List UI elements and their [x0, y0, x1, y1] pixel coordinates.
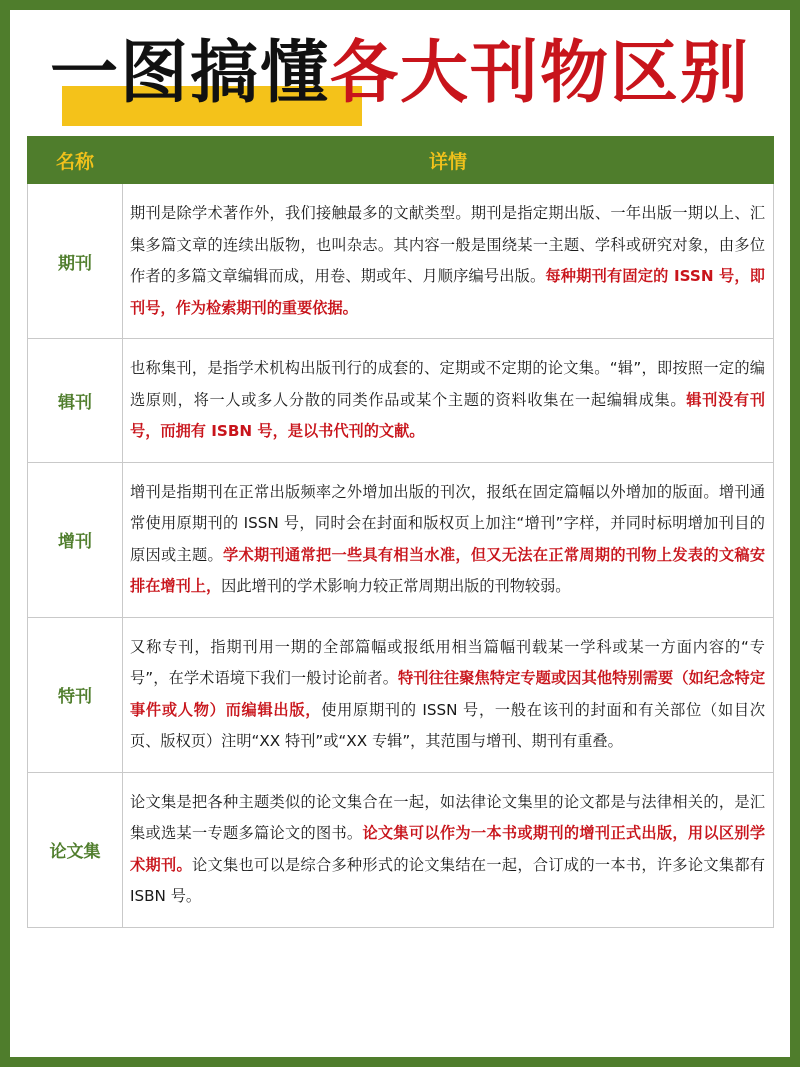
detail-text: 也称集刊，是指学术机构出版刊行的成套的、定期或不定期的论文集。“辑”，即按照一定的编选原则，将一人或多人分散的同类作品或某个主题的资料收集在一起编辑成集。 — [130, 359, 765, 409]
header-detail: 详情 — [123, 137, 774, 184]
detail-text: 论文集是把各种主题类似的论文集合在一起，如法律论文集里的论文都是与法律相关的，是汇集或选某一专题多篇论文的图书。 — [130, 792, 765, 842]
row-name: 期刊 — [28, 184, 123, 339]
detail-text: 增刊是指期刊在正常出版频率之外增加出版的刊次，报纸在固定篇幅以外增加的版面。增刊通常使用原期刊的 ISSN 号，同时会在封面和版权页上加注“增刊”字样，并同时标明增加刊目的原因或主题。 — [130, 482, 765, 564]
table-row — [28, 617, 774, 772]
header-name: 名称 — [28, 137, 123, 184]
row-name: 论文集 — [28, 772, 123, 927]
table-header-row — [28, 137, 774, 184]
row-name: 特刊 — [28, 617, 123, 772]
detail-text: 因此增刊的学术影响力较正常周期出版的刊物较弱。 — [221, 577, 571, 595]
title-part-1: 一图搞懂 — [49, 34, 330, 113]
row-name: 增刊 — [28, 462, 123, 617]
row-detail — [123, 772, 774, 927]
detail-highlight-text: 特刊往往聚焦特定专题或因其他特别需要（如纪念特定事件或人物）而编辑出版， — [130, 669, 766, 719]
table-row — [28, 462, 774, 617]
detail-text: 使用原期刊的 ISSN 号，一般在该刊的封面和有关部位（如目次页、版权页）注明“XX 特刊”或“XX 专辑”，其范围与增刊、期刊有重叠。 — [130, 700, 766, 750]
row-detail — [123, 184, 774, 339]
table-row — [28, 339, 774, 463]
page-title — [0, 32, 800, 116]
row-detail — [123, 617, 774, 772]
detail-highlight-text: 每种期刊有固定的 ISSN 号，即刊号，作为检索期刊的重要依据。 — [130, 267, 765, 317]
table-row — [28, 184, 774, 339]
detail-text: 论文集也可以是综合多种形式的论文集结在一起，合订成的一本书，许多论文集都有 ISBN 号。 — [130, 855, 766, 905]
table-body — [28, 184, 774, 928]
row-detail — [123, 462, 774, 617]
title-area — [0, 14, 800, 124]
row-detail — [123, 339, 774, 463]
title-part-2: 各大刊物区别 — [330, 34, 751, 113]
detail-highlight-text: 论文集可以作为一本书或期刊的增刊正式出版，用以区别学术期刊。 — [130, 824, 766, 874]
detail-text: 又称专刊，指期刊用一期的全部篇幅或报纸用相当篇幅刊载某一学科或某一方面内容的“专号”，在学术语境下我们一般讨论前者。 — [130, 637, 765, 687]
row-name: 辑刊 — [28, 339, 123, 463]
table-row — [28, 772, 774, 927]
detail-highlight-text: 辑刊没有刊号，而拥有 ISBN 号，是以书代刊的文献。 — [130, 390, 766, 440]
comparison-table — [27, 136, 774, 928]
detail-text: 期刊是除学术著作外，我们接触最多的文献类型。期刊是指定期出版、一年出版一期以上、汇集多篇文章的连续出版物，也叫杂志。其内容一般是围绕某一主题、学科或研究对象，由多位作者的多篇文章编辑而成，用卷、期或年、月顺序编号出版。 — [130, 204, 765, 285]
detail-highlight-text: 学术期刊通常把一些具有相当水准，但又无法在正常周期的刊物上发表的文稿安排在增刊上， — [130, 545, 766, 595]
